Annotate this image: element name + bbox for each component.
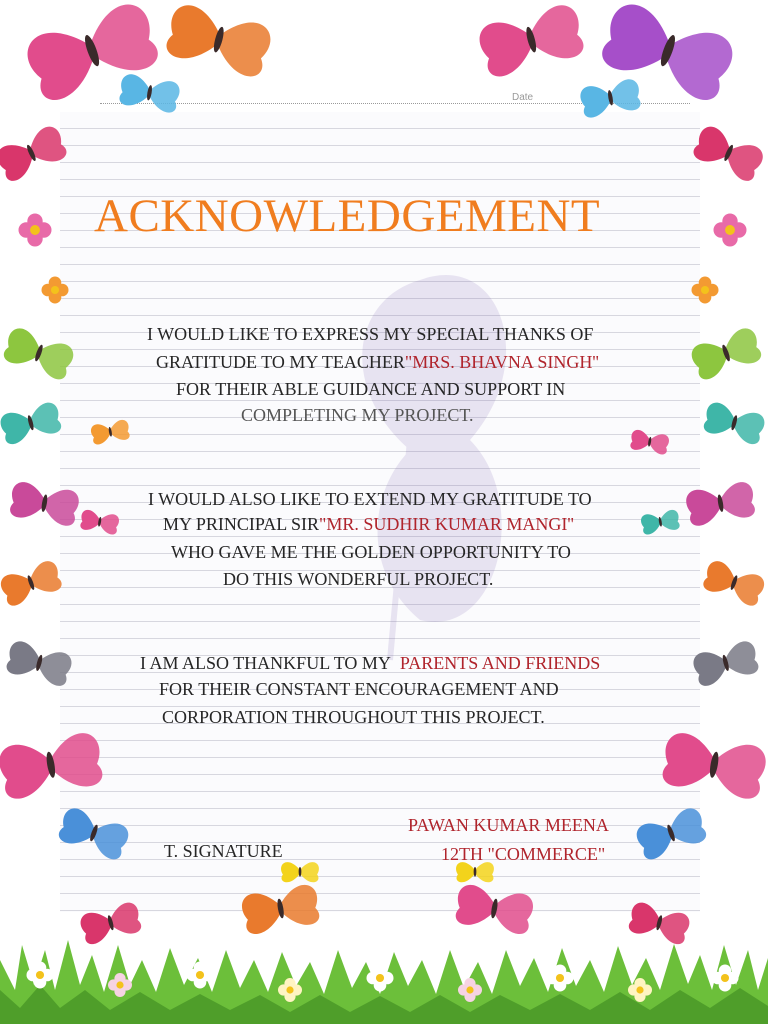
butterfly-icon (1, 325, 77, 382)
butterfly-icon (690, 123, 766, 184)
butterfly-icon (629, 429, 670, 455)
butterfly-icon (456, 862, 494, 882)
date-label: Date (512, 92, 534, 103)
butterfly-icon (634, 805, 710, 862)
paragraph-3-line-3: CORPORATION THROUGHOUT THIS PROJECT. (162, 707, 545, 727)
butterfly-icon (579, 78, 643, 119)
butterfly-icon (0, 123, 70, 184)
paragraph-1-line-3: FOR THEIR ABLE GUIDANCE AND SUPPORT IN (176, 379, 566, 399)
butterfly-icon (78, 900, 143, 946)
butterfly-icon (627, 900, 692, 946)
paragraph-1-line-4: COMPLETING MY PROJECT. (241, 405, 474, 425)
teacher-signature-label: T. SIGNATURE (164, 841, 283, 861)
paragraph-2-line-2 (163, 513, 574, 535)
paragraph-3-line-1 (140, 652, 600, 674)
flower-icon (692, 277, 719, 304)
paragraph-1-line-2-text: GRATITUDE TO MY TEACHER (156, 352, 405, 372)
parents-and-friends: PARENTS AND FRIENDS (399, 653, 601, 673)
teacher-name: "MRS. BHAVNA SINGH'' (404, 352, 599, 372)
butterfly-icon (0, 730, 105, 801)
butterfly-icon (56, 805, 132, 862)
butterfly-icon (90, 419, 131, 445)
student-class: 12TH "COMMERCE" (441, 844, 606, 864)
paragraph-2-line-2-text: MY PRINCIPAL SIR (163, 514, 320, 534)
butterfly-icon (79, 509, 120, 535)
butterfly-icon (702, 400, 767, 446)
butterfly-icon (118, 73, 182, 114)
butterfly-icon (640, 509, 681, 535)
butterfly-icon (476, 2, 588, 80)
paragraph-3-line-2: FOR THEIR CONSTANT ENCOURAGEMENT AND (159, 679, 559, 699)
butterfly-icon (684, 480, 757, 527)
flower-icon (714, 214, 747, 247)
butterfly-icon (8, 480, 81, 527)
flower-icon (42, 277, 69, 304)
paragraph-3-line-1-text: I AM ALSO THANKFUL TO MY (140, 653, 391, 673)
butterfly-icon (691, 639, 761, 688)
butterfly-icon (0, 400, 63, 446)
paragraph-2-line-3: WHO GAVE ME THE GOLDEN OPPORTUNITY TO (171, 542, 571, 562)
butterfly-icon (281, 862, 319, 882)
paragraph-1-line-1: I WOULD LIKE TO EXPRESS MY SPECIAL THANKS OF (147, 324, 594, 344)
butterfly-icon (4, 639, 74, 688)
student-name: PAWAN KUMAR MEENA (408, 815, 609, 835)
butterfly-icon (163, 2, 275, 80)
flower-icon (19, 214, 52, 247)
butterfly-icon (701, 558, 767, 608)
principal-name: "MR. SUDHIR KUMAR MANGI'' (319, 514, 574, 534)
butterfly-icon (660, 730, 768, 801)
butterfly-icon (689, 325, 765, 382)
butterfly-icon (0, 558, 64, 608)
butterfly-icon (240, 883, 322, 936)
paragraph-1-line-2 (156, 351, 599, 373)
paragraph-2-line-1: I WOULD ALSO LIKE TO EXTEND MY GRATITUDE TO (148, 489, 592, 509)
paragraph-2-line-4: DO THIS WONDERFUL PROJECT. (223, 569, 494, 589)
page-title: ACKNOWLEDGEMENT (94, 190, 601, 242)
butterfly-icon (453, 883, 535, 936)
